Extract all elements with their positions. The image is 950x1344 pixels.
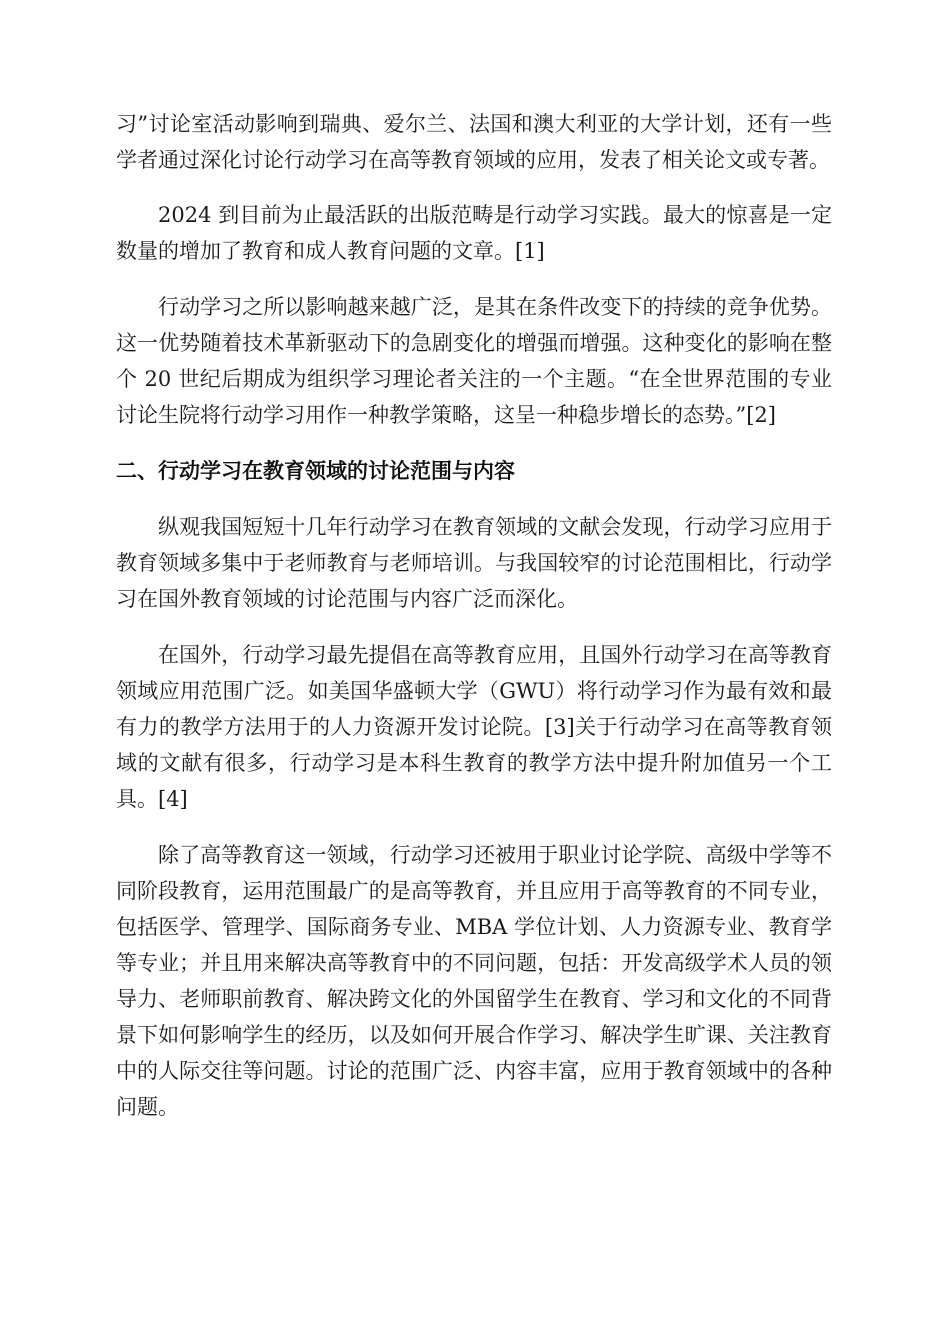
paragraph-higher-education: 在国外，行动学习最先提倡在高等教育应用，且国外行动学习在高等教育领域应用范围广泛。如美国华盛顿大学（GWU）将行动学习作为最有效和最有力的教学方法用于的人力资源开发讨论院。[3]关于行动学习在高等教育领域的文献有很多，行动学习是本科生教育的教学方法中提升附加值另一个工具。[4] [116, 643, 832, 811]
section-heading: 二、行动学习在教育领域的讨论范围与内容 [116, 459, 515, 483]
paragraph-application-scope: 除了高等教育这一领域，行动学习还被用于职业讨论学院、高级中学等不同阶段教育，运用范围最广的是高等教育，并且应用于高等教育的不同专业，包括医学、管理学、国际商务专业、MBA 学位计划、人力资源专业、教育学等专业；并且用来解决高等教育中的不同问题，包括：开发高级学术人员的领导力、老师职前教育、解决跨文化的外国留学生在教育、学习和文化的不同背景下如何影响学生的经历，以及如何开展合作学习、解决学生旷课、关注教育中的人际交往等问题。讨论的范围广泛、内容丰富，应用于教育领域中的各种问题。 [116, 843, 832, 1119]
document-body [116, 106, 832, 1145]
paragraph-competitive-advantage: 行动学习之所以影响越来越广泛，是其在条件改变下的持续的竞争优势。这一优势随着技术革新驱动下的急剧变化的增强而增强。这种变化的影响在整个 20 世纪后期成为组织学习理论者关注的一个主题。“在全世界范围的专业讨论生院将行动学习用作一种教学策略，这呈一种稳步增长的态势。”[2] [116, 295, 832, 427]
paragraph-domestic-overview: 纵观我国短短十几年行动学习在教育领域的文献会发现，行动学习应用于教育领域多集中于老师教育与老师培训。与我国较窄的讨论范围相比，行动学习在国外教育领域的讨论范围与内容广泛而深化。 [116, 515, 832, 611]
paragraph-publication-trend: 2024 到目前为止最活跃的出版范畴是行动学习实践。最大的惊喜是一定数量的增加了教育和成人教育问题的文章。[1] [116, 203, 832, 263]
paragraph-continuation: 习”讨论室活动影响到瑞典、爱尔兰、法国和澳大利亚的大学计划，还有一些学者通过深化讨论行动学习在高等教育领域的应用，发表了相关论文或专著。 [116, 112, 832, 172]
